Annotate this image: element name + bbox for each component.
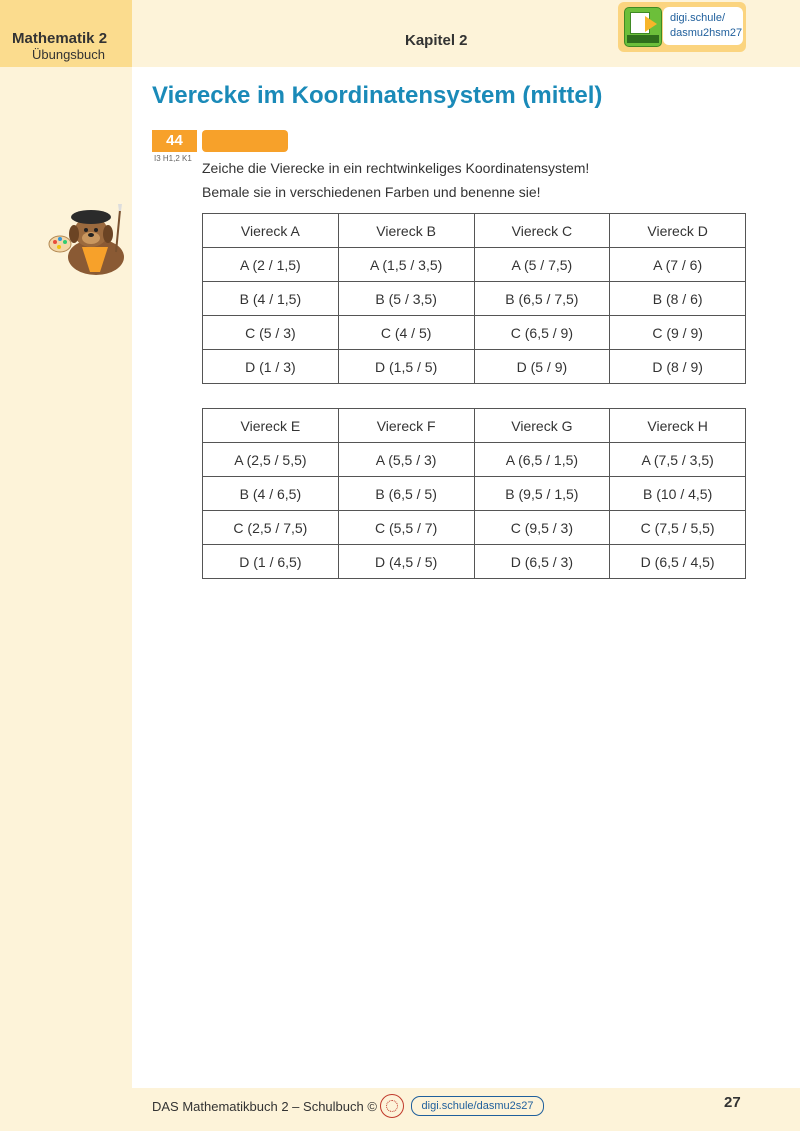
table-cell: A (2,5 / 5,5) — [203, 443, 339, 477]
table-cell: B (6,5 / 7,5) — [474, 282, 610, 316]
table-cell: B (10 / 4,5) — [610, 477, 746, 511]
table-cell: A (5 / 7,5) — [474, 248, 610, 282]
instruction-line-1: Zeiche die Vierecke in ein rechtwinkeliges Koordinatensystem! — [202, 160, 590, 176]
table-cell: B (5 / 3,5) — [338, 282, 474, 316]
digi-link-line2[interactable]: dasmu2hsm27 — [670, 27, 743, 39]
table-header-cell: Viereck F — [338, 409, 474, 443]
instruction-line-2: Bemale sie in verschiedenen Farben und benenne sie! — [202, 184, 541, 200]
table-cell: C (6,5 / 9) — [474, 316, 610, 350]
table-row — [203, 511, 746, 545]
page-title: Vierecke im Koordinatensystem (mittel) — [152, 82, 603, 109]
table-cell: D (4,5 / 5) — [338, 545, 474, 579]
hu-manager-icon — [624, 7, 662, 47]
table-cell: A (7 / 6) — [610, 248, 746, 282]
table-cell: D (8 / 9) — [610, 350, 746, 384]
publisher-logo-icon — [380, 1094, 404, 1118]
table-cell: A (1,5 / 3,5) — [338, 248, 474, 282]
digi-link-line1[interactable]: digi.schule/ — [670, 12, 726, 24]
digi-link-box[interactable] — [618, 2, 746, 52]
left-margin-strip — [0, 0, 132, 1131]
table-cell: C (5 / 3) — [203, 316, 339, 350]
table-row — [203, 443, 746, 477]
table-cell: D (6,5 / 4,5) — [610, 545, 746, 579]
table-row — [203, 316, 746, 350]
table-cell: C (2,5 / 7,5) — [203, 511, 339, 545]
book-subtitle: Übungsbuch — [32, 47, 105, 62]
table-cell: D (1 / 3) — [203, 350, 339, 384]
table-row — [203, 477, 746, 511]
table-cell: C (5,5 / 7) — [338, 511, 474, 545]
table-cell: C (4 / 5) — [338, 316, 474, 350]
table-row — [203, 350, 746, 384]
table-cell: A (7,5 / 3,5) — [610, 443, 746, 477]
task-number: 44 — [152, 130, 197, 152]
painter-dog-icon — [46, 202, 136, 277]
table-header-cell: Viereck B — [338, 214, 474, 248]
chapter-label: Kapitel 2 — [405, 32, 468, 49]
table-header-row — [203, 214, 746, 248]
table-row — [203, 282, 746, 316]
table-header-row — [203, 409, 746, 443]
table-cell: A (5,5 / 3) — [338, 443, 474, 477]
table-header-cell: Viereck G — [474, 409, 610, 443]
table-header-cell: Viereck E — [203, 409, 339, 443]
table-cell: B (4 / 6,5) — [203, 477, 339, 511]
coordinates-table-2 — [202, 408, 746, 579]
book-brand — [0, 0, 132, 67]
table-cell: D (1 / 6,5) — [203, 545, 339, 579]
table-cell: B (8 / 6) — [610, 282, 746, 316]
table-cell: A (6,5 / 1,5) — [474, 443, 610, 477]
table-cell: C (9,5 / 3) — [474, 511, 610, 545]
table-cell: A (2 / 1,5) — [203, 248, 339, 282]
coordinates-table-1 — [202, 213, 746, 384]
footer-digi-link[interactable]: digi.schule/dasmu2s27 — [411, 1096, 544, 1116]
table-header-cell: Viereck D — [610, 214, 746, 248]
book-title: Mathematik 2 — [12, 30, 108, 47]
table-cell: D (6,5 / 3) — [474, 545, 610, 579]
table-cell: B (4 / 1,5) — [203, 282, 339, 316]
task-difficulty-bar — [202, 130, 288, 152]
footer-text: DAS Mathematikbuch 2 – Schulbuch © — [152, 1099, 377, 1114]
page-number: 27 — [724, 1094, 741, 1111]
table-header-cell: Viereck C — [474, 214, 610, 248]
table-cell: D (5 / 9) — [474, 350, 610, 384]
table-header-cell: Viereck H — [610, 409, 746, 443]
table-row — [203, 545, 746, 579]
table-cell: C (7,5 / 5,5) — [610, 511, 746, 545]
task-competence-codes: I3 H1,2 K1 — [154, 154, 192, 163]
table-cell: B (9,5 / 1,5) — [474, 477, 610, 511]
table-cell: D (1,5 / 5) — [338, 350, 474, 384]
table-cell: C (9 / 9) — [610, 316, 746, 350]
table-row — [203, 248, 746, 282]
table-header-cell: Viereck A — [203, 214, 339, 248]
table-cell: B (6,5 / 5) — [338, 477, 474, 511]
